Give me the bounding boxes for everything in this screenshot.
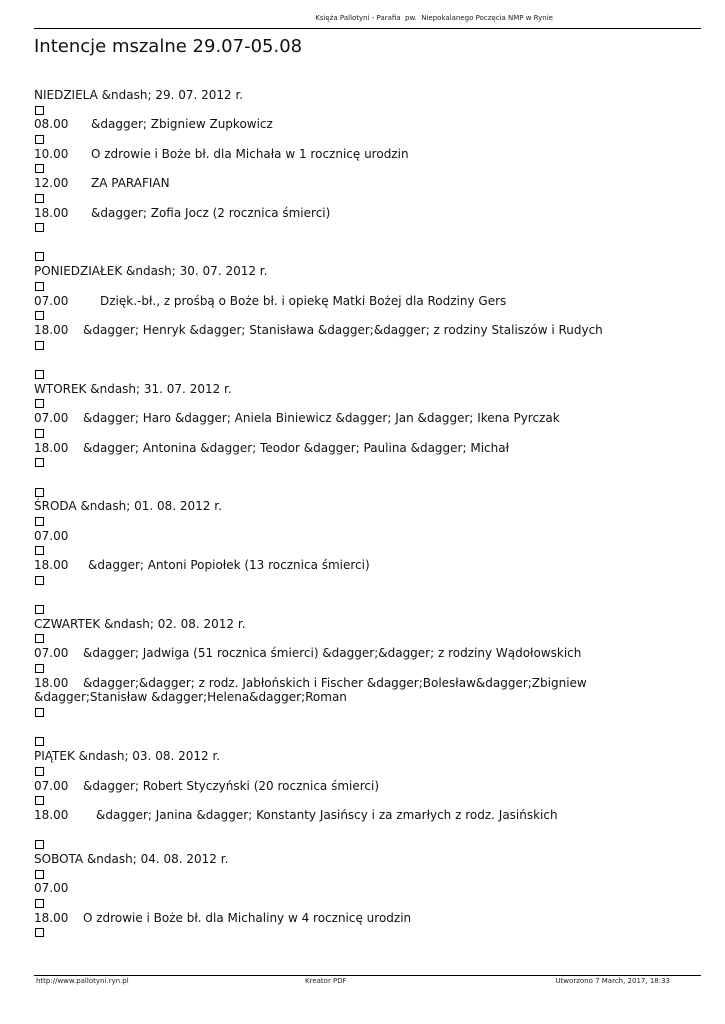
mass-intention: Dzięk.-bł., z prośbą o Boże bł. i opiekę Matki Bożej dla Rodziny Gers — [100, 293, 507, 308]
mass-intention: &dagger; Zofia Jocz (2 rocznica śmierci) — [91, 205, 331, 220]
mass-time: 07.00 — [34, 293, 69, 308]
checkbox-icon — [35, 311, 44, 320]
checkbox-icon — [35, 576, 44, 585]
day-heading: PONIEDZIAŁEK &ndash; 30. 07. 2012 r. — [34, 264, 268, 279]
mass-entry — [34, 808, 704, 823]
mass-time: 08.00 — [34, 117, 69, 132]
checkbox-icon — [35, 370, 44, 379]
mass-entry — [34, 779, 704, 794]
mass-intention: O zdrowie i Boże bł. dla Michała w 1 rocznicę urodzin — [91, 146, 409, 161]
mass-time: 07.00 — [34, 778, 69, 793]
mass-intention: &dagger; Antonina &dagger; Teodor &dagger; Paulina &dagger; Michał — [83, 440, 509, 455]
mass-intention: &dagger; Antoni Popiołek (13 rocznica śmierci) — [88, 558, 370, 573]
checkbox-icon — [35, 429, 44, 438]
mass-time: 07.00 — [34, 646, 69, 661]
mass-time: 10.00 — [34, 146, 69, 161]
checkbox-icon — [35, 737, 44, 746]
mass-entry — [34, 294, 704, 309]
checkbox-icon — [35, 664, 44, 673]
mass-time: 12.00 — [34, 176, 69, 191]
mass-intention: &dagger; Henryk &dagger; Stanisława &dagger;&dagger; z rodziny Staliszów i Rudych — [83, 323, 603, 338]
mass-time: 18.00 — [34, 910, 69, 925]
mass-entry — [34, 176, 704, 191]
mass-intention: O zdrowie i Boże bł. dla Michaliny w 4 rocznicę urodzin — [83, 910, 412, 925]
day-heading: SOBOTA &ndash; 04. 08. 2012 r. — [34, 852, 229, 867]
page-title: Intencje mszalne 29.07-05.08 — [34, 36, 303, 57]
mass-entry — [34, 881, 704, 896]
footer-created-date: Utworzono 7 March, 2017, 18:33 — [555, 977, 670, 985]
mass-entry — [34, 676, 599, 705]
mass-time: 18.00 — [34, 323, 69, 338]
mass-time: 18.00 — [34, 808, 69, 822]
mass-entry — [34, 646, 704, 661]
mass-entry — [34, 411, 704, 426]
day-heading: PIĄTEK &ndash; 03. 08. 2012 r. — [34, 749, 221, 764]
day-section-thursday — [34, 605, 704, 717]
day-section-wednesday — [34, 488, 704, 585]
mass-intention: &dagger; Janina &dagger; Konstanty Jasińscy i za zmarłych z rodz. Jasińskich — [96, 808, 558, 822]
checkbox-icon — [35, 708, 44, 717]
page-header-site-name: Księża Pallotyni - Parafia pw. Niepokalanego Poczęcia NMP w Rynie — [315, 14, 553, 22]
checkbox-icon — [35, 796, 44, 805]
checkbox-icon — [35, 458, 44, 467]
mass-time: 18.00 — [34, 675, 69, 690]
day-heading: NIEDZIELA &ndash; 29. 07. 2012 r. — [34, 88, 244, 102]
checkbox-icon — [35, 870, 44, 879]
footer-url: http://www.pallotyni.ryn.pl — [36, 977, 129, 985]
mass-entry — [34, 529, 704, 544]
day-section-sunday — [34, 88, 704, 232]
mass-entry — [34, 441, 704, 456]
checkbox-icon — [35, 252, 44, 261]
header-divider — [34, 28, 701, 29]
checkbox-icon — [35, 840, 44, 849]
checkbox-icon — [35, 634, 44, 643]
mass-intention: &dagger; Zbigniew Zupkowicz — [91, 117, 273, 132]
day-section-monday — [34, 252, 704, 349]
mass-time: 18.00 — [34, 205, 69, 220]
checkbox-icon — [35, 194, 44, 203]
day-heading: CZWARTEK &ndash; 02. 08. 2012 r. — [34, 616, 246, 631]
checkbox-icon — [35, 341, 44, 350]
mass-intention: &dagger; Robert Styczyński (20 rocznica śmierci) — [83, 778, 380, 793]
checkbox-icon — [35, 223, 44, 232]
mass-time: 07.00 — [34, 411, 69, 426]
mass-entry — [34, 117, 704, 132]
mass-entry — [34, 206, 704, 221]
mass-time: 07.00 — [34, 881, 69, 896]
checkbox-icon — [35, 546, 44, 555]
checkbox-icon — [35, 106, 44, 115]
checkbox-icon — [35, 488, 44, 497]
checkbox-icon — [35, 517, 44, 526]
mass-entry — [34, 558, 704, 573]
mass-intention: &dagger; Haro &dagger; Aniela Biniewicz &dagger; Jan &dagger; Ikena Pyrczak — [83, 411, 560, 426]
mass-intention: &dagger;&dagger; z rodz. Jabłońskich i Fischer &dagger;Bolesław&dagger;Zbigniew &dagger;Stanisław &dagger;Helena&dagger;Roman — [34, 675, 587, 705]
mass-entry — [34, 147, 704, 162]
mass-time: 18.00 — [34, 440, 69, 455]
day-section-saturday — [34, 840, 704, 937]
checkbox-icon — [35, 605, 44, 614]
mass-intention: &dagger; Jadwiga (51 rocznica śmierci) &dagger;&dagger; z rodziny Wądołowskich — [83, 646, 582, 661]
mass-time: 18.00 — [34, 558, 69, 573]
checkbox-icon — [35, 135, 44, 144]
day-section-tuesday — [34, 370, 704, 467]
mass-time: 07.00 — [34, 528, 69, 543]
checkbox-icon — [35, 164, 44, 173]
checkbox-icon — [35, 767, 44, 776]
checkbox-icon — [35, 899, 44, 908]
mass-intention: ZA PARAFIAN — [91, 176, 170, 191]
mass-entry — [34, 323, 704, 338]
day-heading: ŚRODA &ndash; 01. 08. 2012 r. — [34, 499, 222, 514]
checkbox-icon — [35, 399, 44, 408]
day-section-friday — [34, 737, 704, 822]
intentions-list — [34, 88, 704, 940]
mass-entry — [34, 911, 704, 926]
footer-generator: Kreator PDF — [305, 977, 347, 985]
footer-divider — [34, 975, 701, 976]
day-heading: WTOREK &ndash; 31. 07. 2012 r. — [34, 381, 232, 396]
checkbox-icon — [35, 282, 44, 291]
checkbox-icon — [35, 928, 44, 937]
